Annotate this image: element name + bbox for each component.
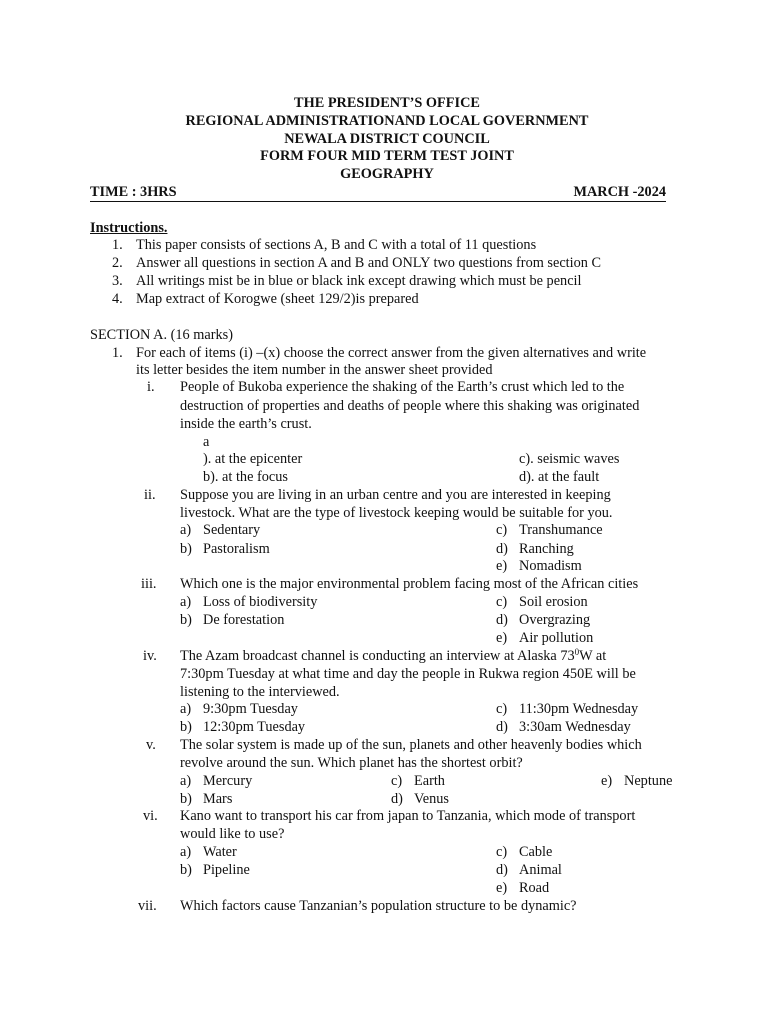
- option-letter: d): [496, 862, 508, 878]
- item-text: The Azam broadcast channel is conducting an interview at Alaska $73^0W$ at: [180, 647, 607, 664]
- instruction-text: All writings mist be in blue or black ink except drawing which must be pencil: [136, 273, 582, 289]
- exam-date: MARCH -2024: [573, 184, 666, 200]
- option-text: Animal: [519, 862, 562, 878]
- option-letter: b): [180, 612, 192, 628]
- option-text: Mars: [203, 791, 233, 807]
- item-text: revolve around the sun. Which planet has the shortest orbit?: [180, 755, 523, 771]
- header-test: FORM FOUR MID TERM TEST JOINT: [260, 148, 514, 164]
- instruction-text: Map extract of Korogwe (sheet 129/2)is prepared: [136, 291, 419, 307]
- option-text: Transhumance: [519, 522, 603, 538]
- option-text: Overgrazing: [519, 612, 591, 628]
- item-text: inside the earth’s crust.: [180, 416, 312, 432]
- item-numeral: iv.: [143, 648, 157, 664]
- option-text: Road: [519, 880, 550, 896]
- item-text: Kano want to transport his car from japan to Tanzania, which mode of transport: [180, 808, 636, 824]
- option-letter: a): [180, 594, 192, 610]
- section-a-title: SECTION A. (16 marks): [90, 327, 233, 343]
- option-text: Water: [203, 844, 237, 860]
- option-text: 12:30pm Tuesday: [203, 719, 306, 735]
- question-text: its letter besides the item number in the answer sheet provided: [136, 362, 493, 378]
- option-text: Sedentary: [203, 522, 261, 538]
- time-date-line: [90, 183, 666, 202]
- item-text: 7:30pm Tuesday at what time and day the people in Rukwa region 450E will be: [180, 666, 636, 682]
- option-letter: a): [180, 522, 192, 538]
- item-numeral: ii.: [144, 487, 156, 503]
- item-text: destruction of properties and deaths of people where this shaking was originated: [180, 398, 640, 414]
- option-text: Earth: [414, 773, 445, 789]
- option-letter: d): [496, 719, 508, 735]
- header-regional: REGIONAL ADMINISTRATIONAND LOCAL GOVERNMENT: [185, 113, 589, 129]
- item-text: The solar system is made up of the sun, planets and other heavenly bodies which: [180, 737, 642, 753]
- option-text: b). at the focus: [203, 469, 288, 485]
- option-text: ). at the epicenter: [203, 451, 303, 467]
- option-text: 3:30am Wednesday: [519, 719, 631, 735]
- option-letter: a): [180, 773, 192, 789]
- option-text: a: [203, 434, 210, 450]
- exam-time: TIME : 3HRS: [90, 184, 177, 200]
- instruction-number: 2.: [112, 255, 123, 271]
- item-text: People of Bukoba experience the shaking of the Earth’s crust which led to the: [180, 379, 625, 395]
- option-text: Neptune: [624, 773, 673, 789]
- option-letter: c): [496, 594, 508, 610]
- header-council: NEWALA DISTRICT COUNCIL: [284, 131, 490, 147]
- option-letter: d): [391, 791, 403, 807]
- item-numeral: vii.: [138, 898, 157, 914]
- item-numeral: i.: [147, 379, 155, 395]
- option-letter: a): [180, 701, 192, 717]
- option-letter: a): [180, 844, 192, 860]
- instruction-number: 1.: [112, 237, 123, 253]
- option-letter: b): [180, 719, 192, 735]
- option-letter: b): [180, 862, 192, 878]
- option-letter: e): [601, 773, 613, 789]
- option-text: Nomadism: [519, 558, 582, 574]
- option-text: Pipeline: [203, 862, 250, 878]
- instruction-number: 4.: [112, 291, 123, 307]
- item-text: livestock. What are the type of livestock keeping would be suitable for you.: [180, 505, 613, 521]
- instruction-text: This paper consists of sections A, B and C with a total of 11 questions: [136, 237, 537, 253]
- option-letter: d): [496, 541, 508, 557]
- item-text: Which one is the major environmental problem facing most of the African cities: [180, 576, 639, 592]
- degree-superscript: 0: [574, 647, 580, 657]
- option-text: d). at the fault: [519, 469, 600, 485]
- option-text: 11:30pm Wednesday: [519, 701, 639, 717]
- option-letter: e): [496, 880, 508, 896]
- item-text: Suppose you are living in an urban centre and you are interested in keeping: [180, 487, 611, 503]
- option-letter: c): [391, 773, 403, 789]
- option-letter: b): [180, 791, 192, 807]
- option-text: c). seismic waves: [519, 451, 620, 467]
- option-text: Soil erosion: [519, 594, 588, 610]
- option-text: Ranching: [519, 541, 574, 557]
- question-text: For each of items (i) –(x) choose the correct answer from the given alternatives and write: [136, 345, 647, 361]
- option-text: Cable: [519, 844, 553, 860]
- option-letter: c): [496, 844, 508, 860]
- option-letter: c): [496, 522, 508, 538]
- option-text: 9:30pm Tuesday: [203, 701, 298, 717]
- option-letter: e): [496, 630, 508, 646]
- option-letter: c): [496, 701, 508, 717]
- item-text: Which factors cause Tanzanian’s population structure to be dynamic?: [180, 898, 577, 914]
- header-subject: GEOGRAPHY: [340, 166, 434, 182]
- instruction-number: 3.: [112, 273, 123, 289]
- item-numeral: v.: [146, 737, 156, 753]
- question-number: 1.: [112, 345, 123, 361]
- instruction-text: Answer all questions in section A and B and ONLY two questions from section C: [136, 255, 602, 271]
- option-letter: b): [180, 541, 192, 557]
- instructions-title: Instructions.: [90, 220, 168, 236]
- item-text: listening to the interviewed.: [180, 684, 340, 700]
- option-letter: d): [496, 612, 508, 628]
- option-text: Air pollution: [519, 630, 594, 646]
- option-letter: e): [496, 558, 508, 574]
- option-text: Mercury: [203, 773, 253, 789]
- item-text: would like to use?: [180, 826, 285, 842]
- item-numeral: iii.: [141, 576, 157, 592]
- option-text: Pastoralism: [203, 541, 270, 557]
- option-text: Venus: [414, 791, 449, 807]
- option-text: Loss of biodiversity: [203, 594, 318, 610]
- option-text: De forestation: [203, 612, 285, 628]
- header-office: THE PRESIDENT’S OFFICE: [294, 95, 480, 111]
- item-numeral: vi.: [143, 808, 158, 824]
